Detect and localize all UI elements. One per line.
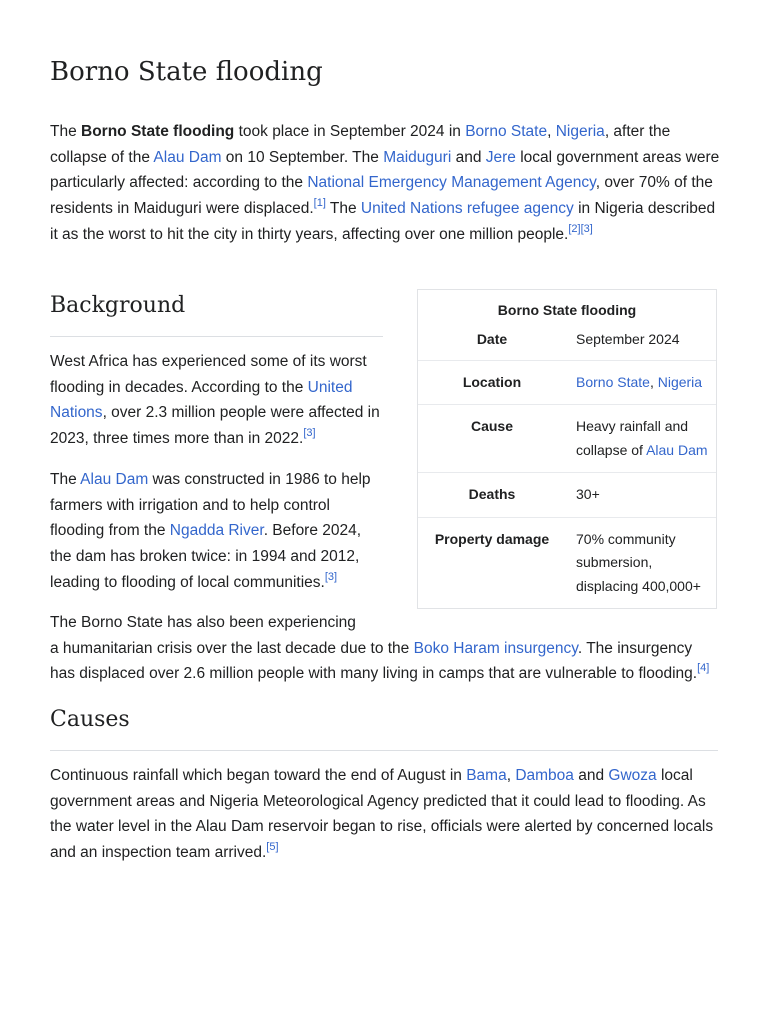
infobox-value: 70% community submersion, displacing 400,000+ xyxy=(576,530,701,594)
paragraph-text: was constructed in 1986 to help farmers with irrigation and to help control flooding from the xyxy=(50,471,371,540)
infobox-wrap-spacer xyxy=(368,610,720,632)
infobox-value: September 2024 xyxy=(576,331,680,347)
paragraph-text: . The insurgency has displaced over 2.6 million people with many living in camps that are vulnerable to flooding. xyxy=(50,639,698,683)
infobox-caption: Borno State flooding xyxy=(497,302,637,318)
intro-text: local government areas were particularly affected: according to the xyxy=(50,148,720,192)
link-nema[interactable]: National Emergency Management Agency xyxy=(307,174,596,192)
link-maiduguri[interactable]: Maiduguri xyxy=(383,148,452,166)
infobox-row-date xyxy=(418,328,716,360)
link-unhcr[interactable]: United Nations refugee agency xyxy=(360,200,574,218)
reference-link[interactable]: [1] xyxy=(313,197,326,210)
infobox-text: Heavy rainfall and collapse of xyxy=(576,418,689,458)
infobox xyxy=(417,289,717,609)
paragraph-text: , over 2.3 million people were affected in 2023, three times more than in 2022. xyxy=(50,404,380,448)
causes-paragraph xyxy=(50,763,718,866)
intro-text: and xyxy=(451,148,486,166)
infobox-value xyxy=(566,405,716,472)
paragraph-text: local government areas and Nigeria Meteorological Agency predicted that it could lead to flooding. As the water level in the Alau Dam reservoir began to rise, officials were alerted by concerned locals and an inspection team arrived. xyxy=(50,767,714,862)
infobox-row-location xyxy=(418,360,716,405)
reference-link[interactable]: [5] xyxy=(266,841,279,854)
link-nigeria[interactable]: Nigeria xyxy=(657,373,703,390)
link-nigeria[interactable]: Nigeria xyxy=(555,123,605,140)
link-borno-state[interactable]: Borno State xyxy=(465,123,548,140)
link-gwoza[interactable]: Gwoza xyxy=(608,767,657,784)
section-heading-background xyxy=(50,290,383,337)
link-united-nations[interactable]: United Nations xyxy=(50,378,353,422)
infobox-label: Location xyxy=(462,373,522,390)
paragraph-text: Continuous rainfall which began toward the end of August in xyxy=(50,767,467,784)
reference-link[interactable]: [4] xyxy=(697,662,710,675)
intro-text: , xyxy=(547,123,556,140)
infobox-label: Deaths xyxy=(468,486,516,502)
infobox-separator: , xyxy=(649,373,658,390)
section-heading-text: Causes xyxy=(50,707,130,732)
section-heading-text: Background xyxy=(50,293,186,318)
intro-bold-title: Borno State flooding xyxy=(81,123,235,140)
background-paragraph-2 xyxy=(50,467,383,596)
link-alau-dam[interactable]: Alau Dam xyxy=(153,148,222,166)
reference-link[interactable]: [3] xyxy=(580,222,593,235)
background-paragraph-1 xyxy=(50,349,380,452)
reference-link[interactable]: [3] xyxy=(303,427,316,440)
intro-text: , over 70% of the residents in Maiduguri were displaced. xyxy=(50,174,713,218)
link-boko-haram-insurgency[interactable]: Boko Haram insurgency xyxy=(413,639,578,657)
link-damboa[interactable]: Damboa xyxy=(515,767,574,784)
intro-text: in Nigeria described it as the worst to hit the city in thirty years, affecting over one million people. xyxy=(50,200,716,243)
paragraph-text: The xyxy=(50,471,81,488)
paragraph-text: . Before 2024, the dam has broken twice: in 1994 and 2012, leading to flooding of local communities. xyxy=(50,522,362,591)
infobox-value: 30+ xyxy=(576,486,600,502)
infobox-row-deaths xyxy=(418,472,716,517)
paragraph-text: The Borno State has also been experiencing a humanitarian crisis over the last decade due to the xyxy=(50,614,414,657)
intro-text: The xyxy=(50,123,82,140)
link-ngadda-river[interactable]: Ngadda River xyxy=(169,522,264,540)
infobox-row-property-damage xyxy=(418,517,716,609)
link-borno-state[interactable]: Borno State xyxy=(576,373,650,390)
intro-paragraph xyxy=(50,119,720,248)
reference-link[interactable]: [3] xyxy=(324,570,338,583)
link-alau-dam[interactable]: Alau Dam xyxy=(80,471,149,488)
paragraph-text: West Africa has experienced some of its worst flooding in decades. According to the xyxy=(50,353,367,396)
section-heading-causes xyxy=(50,704,718,751)
paragraph-text: and xyxy=(573,767,609,784)
intro-text: on 10 September. The xyxy=(221,148,384,166)
page-title: Borno State flooding xyxy=(50,57,323,87)
intro-text: took place in September 2024 in xyxy=(234,123,466,140)
infobox-label: Property damage xyxy=(434,530,550,547)
infobox-label: Cause xyxy=(470,418,514,434)
intro-text: , after the collapse of the xyxy=(50,123,671,166)
infobox-label: Date xyxy=(476,331,508,347)
link-alau-dam[interactable]: Alau Dam xyxy=(646,441,708,458)
intro-text: The xyxy=(325,200,361,218)
link-bama[interactable]: Bama xyxy=(466,767,507,784)
link-jere[interactable]: Jere xyxy=(485,148,516,166)
paragraph-text: , xyxy=(506,767,516,784)
background-paragraph-3 xyxy=(50,610,720,687)
reference-link[interactable]: [2] xyxy=(568,222,581,235)
infobox-value xyxy=(566,361,716,405)
infobox-row-cause xyxy=(418,404,716,472)
